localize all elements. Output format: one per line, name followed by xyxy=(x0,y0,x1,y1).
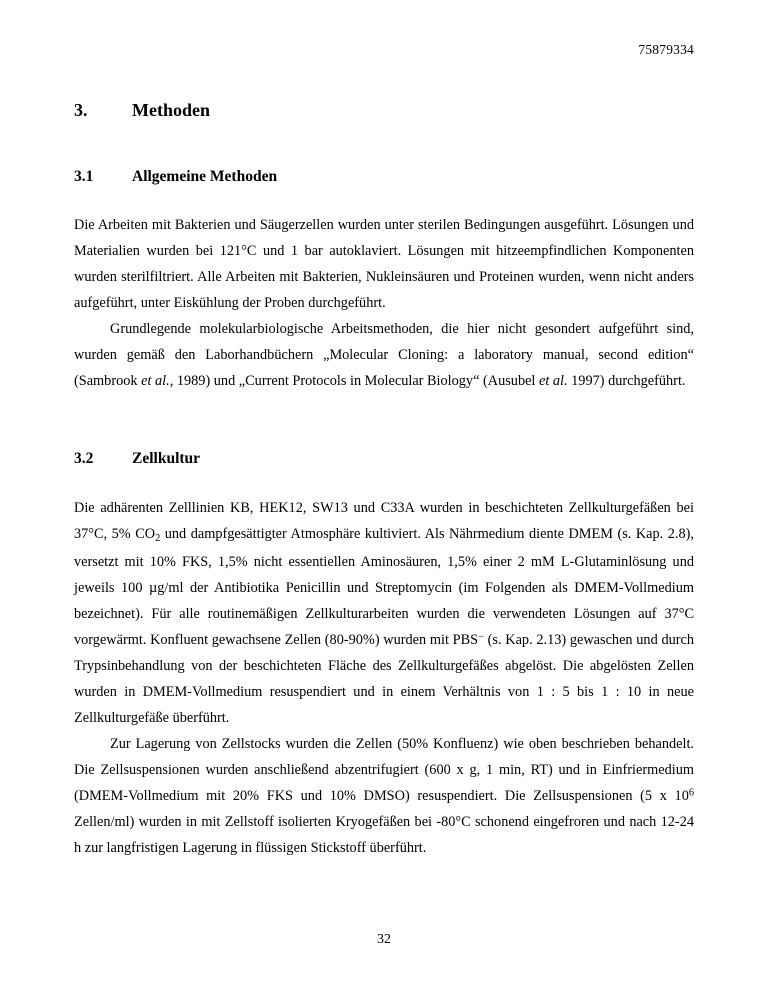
chapter-number: 3. xyxy=(74,100,88,120)
chapter-title-text: Methoden xyxy=(132,100,210,120)
page-number: 32 xyxy=(377,932,391,947)
superscript-pbs-minus: − xyxy=(478,631,484,643)
paragraph-3-2-2 xyxy=(74,731,694,861)
section-number-3-2: 3.2 xyxy=(74,450,94,468)
citation-et-al-2: et al. xyxy=(538,373,568,390)
paragraph-3-1-2-part-a: Grundlegende molekularbiologische Arbeitsmethoden, die hier nicht gesondert aufgeführt sind, wurden gemäß den Laborhandbüchern „Molecular Cloning: a laboratory manual, second edition“ (Sambrook xyxy=(74,321,694,390)
paragraph-3-1-2-part-c: 1997) durchgeführt. xyxy=(567,373,686,390)
paragraph-3-2-1-part-a: Die adhärenten Zelllinien KB, HEK12, SW13 und C33A wurden in beschichteten Zellkulturgefäßen bei 37°C, 5% CO xyxy=(74,499,694,542)
citation-et-al-1: et al. xyxy=(141,373,170,390)
paragraph-3-1-2 xyxy=(74,316,694,394)
paragraph-3-2-2-part-b: Zellen/ml) wurden in mit Zellstoff isolierten Kryogefäßen bei -80°C schonend eingefroren und nach 12-24 h zur langfristigen Lagerung in flüssigen Stickstoff überführt. xyxy=(74,813,694,856)
section-title-3-2: Zellkultur xyxy=(132,450,201,468)
page-title xyxy=(74,100,694,122)
spacer xyxy=(74,394,694,450)
section-heading-3-2 xyxy=(74,450,694,469)
spacer xyxy=(74,122,694,168)
superscript-exponent-6: 6 xyxy=(688,787,694,799)
subscript-co2: 2 xyxy=(155,532,161,544)
paragraph-3-1-2-part-b: , 1989) und „Current Protocols in Molecular Biology“ (Ausubel xyxy=(169,373,539,390)
document-content xyxy=(74,0,694,861)
paragraph-3-1-1: Die Arbeiten mit Bakterien und Säugerzellen wurden unter sterilen Bedingungen ausgeführt. Lösungen und Materialien wurden bei 121°C und 1 bar autoklaviert. Lösungen mit hitzeempfindlichen Komponenten wurden sterilfiltriert. Alle Arbeiten mit Bakterien, Nukleinsäuren und Proteinen wurden, wenn nicht anders aufgeführt, unter Eiskühlung der Proben durchgeführt. xyxy=(74,217,694,312)
header-document-number: 75879334 xyxy=(638,42,694,57)
section-number-3-1: 3.1 xyxy=(74,167,94,185)
section-heading-3-1 xyxy=(74,168,694,187)
paragraph-3-2-1 xyxy=(74,495,694,731)
section-title-3-1: Allgemeine Methoden xyxy=(132,167,278,185)
spacer xyxy=(74,186,694,212)
spacer xyxy=(74,469,694,495)
paragraph-3-2-1-part-b: und dampfgesättigter Atmosphäre kultiviert. Als Nährmedium diente DMEM (s. Kap. 2.8), versetzt mit 10% FKS, 1,5% nicht essentiellen Aminosäuren, 1,5% einer 2 mM L-Glutaminlösung und jeweils 100 µg/ml der Antibiotika Penicillin und Streptomycin (im Folgenden als DMEM-Vollmedium bezeichnet). Für alle routinemäßigen Zellkulturarbeiten wurden die verwendeten Lösungen auf 37°C vorgewärmt. Konfluent gewachsene Zellen (80-90%) wurden mit PBS xyxy=(74,525,694,648)
paragraph-3-2-2-part-a: Zur Lagerung von Zellstocks wurden die Zellen (50% Konfluenz) wie oben beschrieben behandelt. Die Zellsuspensionen wurden anschließend abzentrifugiert (600 x g, 1 min, RT) und in Einfriermedium (DMEM-Vollmedium mit 20% FKS und 10% DMSO) resuspendiert. Die Zellsuspensionen (5 x 10 xyxy=(74,735,694,804)
paragraph-3-2-1-part-c: (s. Kap. 2.13) gewaschen und durch Trypsinbehandlung von der beschichteten Fläche des Zellkulturgefäßes abgelöst. Die abgelösten Zellen wurden in DMEM-Vollmedium resuspendiert und in einem Verhältnis von 1 : 5 bis 1 : 10 in neue Zellkulturgefäße überführt. xyxy=(74,631,694,726)
